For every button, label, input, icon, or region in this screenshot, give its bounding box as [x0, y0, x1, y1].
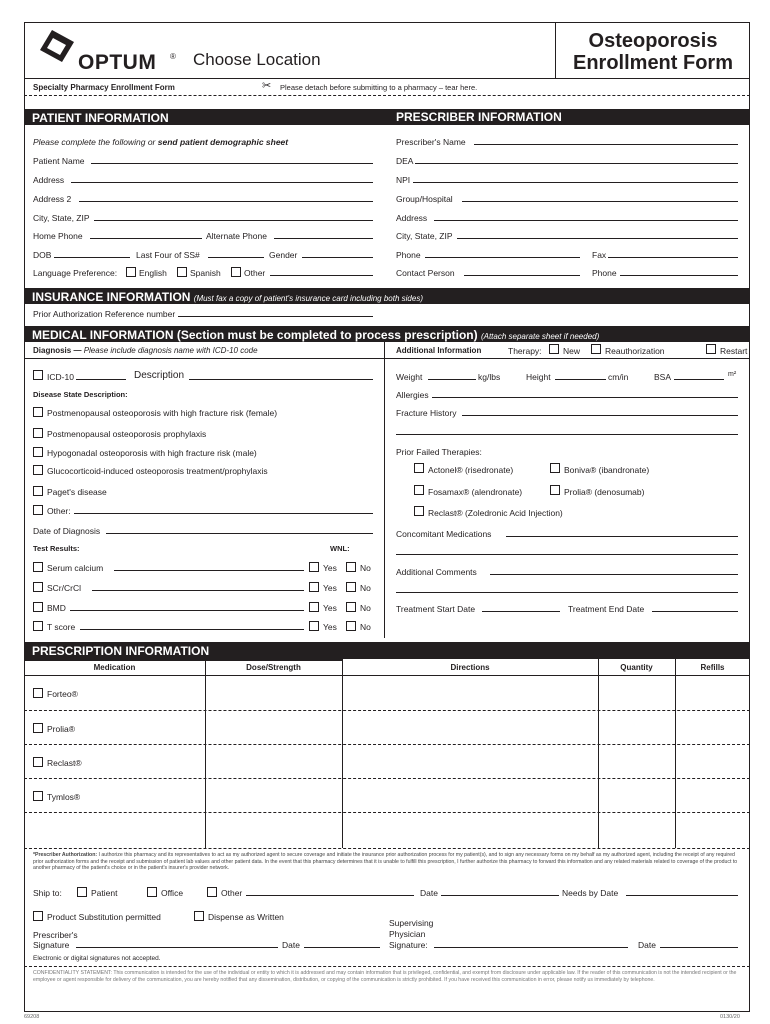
- height-label: Height: [526, 372, 551, 382]
- authorization-text: [33, 852, 741, 872]
- medical-section-bar: [24, 326, 750, 342]
- electronic-note: Electronic or digital signatures not accepted.: [33, 955, 161, 962]
- date-of-diagnosis-label: Date of Diagnosis: [33, 526, 101, 536]
- group-field[interactable]: [462, 201, 738, 202]
- test-yes-label-1: Yes: [323, 583, 337, 593]
- test-yes-checkbox-0[interactable]: [309, 562, 319, 572]
- column-quantity: Quantity: [620, 663, 653, 672]
- diagnosis-note: Please include diagnosis name with ICD-10 code: [83, 346, 258, 355]
- contact-phone-field[interactable]: [620, 275, 738, 276]
- test-checkbox-2[interactable]: [33, 602, 43, 612]
- subtitle: Specialty Pharmacy Enrollment Form: [33, 83, 175, 92]
- ship-other-checkbox[interactable]: [207, 887, 217, 897]
- cm-in-label: cm/in: [608, 372, 629, 382]
- dea-field[interactable]: [415, 163, 738, 164]
- test-no-label-3: No: [360, 622, 371, 632]
- prolia-checkbox[interactable]: [550, 485, 560, 495]
- spanish-checkbox[interactable]: [177, 267, 187, 277]
- detach-note: Please detach before submitting to a pharmacy – tear here.: [280, 83, 478, 92]
- med-checkbox-0[interactable]: [33, 688, 43, 698]
- test-label-0: Serum calcium: [47, 563, 104, 573]
- prior-auth-field[interactable]: [178, 316, 373, 317]
- ship-other-field[interactable]: [246, 895, 414, 896]
- contact-field[interactable]: [464, 275, 580, 276]
- test-yes-checkbox-3[interactable]: [309, 621, 319, 631]
- supervising-label-2: Physician: [389, 929, 426, 939]
- test-results-label: Test Results:: [33, 544, 80, 553]
- med-row-rule-3: [24, 812, 750, 813]
- med-row-rule-4: [24, 848, 750, 849]
- test-checkbox-1[interactable]: [33, 582, 43, 592]
- supervising-label-1: Supervising: [389, 918, 434, 928]
- column-directions: Directions: [450, 663, 490, 672]
- condition-checkbox-2[interactable]: [33, 447, 43, 457]
- address2-label: Address 2: [33, 194, 72, 204]
- prior-auth-label: Prior Authorization Reference number: [33, 309, 176, 319]
- patient-name-field[interactable]: [91, 163, 373, 164]
- alt-phone-label: Alternate Phone: [206, 231, 267, 241]
- therapy-new-checkbox[interactable]: [549, 344, 559, 354]
- diagnosis-label: [33, 346, 258, 356]
- med-label-1: Prolia®: [47, 724, 75, 734]
- prescription-section-bar: [24, 642, 750, 658]
- actonel-checkbox[interactable]: [414, 463, 424, 473]
- medical-divider: [384, 342, 385, 638]
- ship-office-checkbox[interactable]: [147, 887, 157, 897]
- other-language-label: Other: [244, 268, 266, 278]
- icd10-field[interactable]: [76, 379, 126, 380]
- tear-line: [24, 95, 750, 96]
- weight-field[interactable]: [428, 379, 476, 380]
- treatment-end-field[interactable]: [652, 611, 738, 612]
- header-rule: [24, 78, 750, 79]
- test-yes-checkbox-2[interactable]: [309, 602, 319, 612]
- column-medication: Medication: [93, 663, 136, 672]
- bsa-label: BSA: [654, 372, 672, 382]
- test-field-0[interactable]: [114, 570, 304, 571]
- form-title-line-2: Enrollment Form: [572, 52, 733, 74]
- prescriber-name-label: Prescriber's Name: [396, 137, 466, 147]
- medical-note: (Attach separate sheet if needed): [480, 332, 600, 341]
- prescriber-address-field[interactable]: [434, 220, 738, 221]
- med-checkbox-2[interactable]: [33, 757, 43, 767]
- wnl-label: WNL:: [330, 544, 350, 553]
- contact-phone-label: Phone: [592, 268, 617, 278]
- med-label-0: Forteo®: [47, 689, 78, 699]
- concomitant-field[interactable]: [506, 536, 738, 537]
- reclast-checkbox[interactable]: [414, 506, 424, 516]
- therapy-label: Therapy:: [508, 346, 542, 356]
- height-field[interactable]: [555, 379, 606, 380]
- prescription-col-3: [598, 658, 599, 848]
- prescriber-sig-label-1: Prescriber's: [33, 930, 78, 940]
- supervising-date-field[interactable]: [660, 947, 738, 948]
- column-dose: Dose/Strength: [246, 663, 301, 672]
- substitution-label: Product Substitution permitted: [47, 912, 161, 922]
- treatment-start-label: Treatment Start Date: [396, 604, 476, 614]
- test-no-checkbox-2[interactable]: [346, 602, 356, 612]
- city-label: City, State, ZIP: [33, 213, 90, 223]
- authorization-body: I authorize this pharmacy and its representatives to act as my authorized agent to secure coverage and initiate the insurance prior authorization process for my patient(s), and to sign any necessary forms on my behalf as my authorized agent, including the receipt of any required prior authorization forms and the receipt and submission of patient lab values and other patient data. In the event that this pharmacy determines that it is unable to fulfill this prescription, I further authorize this pharmacy to forward this information and any related materials related to coverage of the product to another pharmacy of the patient's choice or in the patient's insurer's provider network.: [33, 852, 738, 871]
- condition-checkbox-1[interactable]: [33, 428, 43, 438]
- treatment-end-label: Treatment End Date: [568, 604, 645, 614]
- dea-label: DEA: [396, 156, 414, 166]
- prescription-section-title: PRESCRIPTION INFORMATION: [32, 644, 210, 658]
- address2-field[interactable]: [79, 201, 373, 202]
- other-condition-field[interactable]: [74, 513, 373, 514]
- insurance-section-bar: [24, 288, 750, 304]
- patient-section-title: PATIENT INFORMATION: [32, 111, 169, 125]
- test-label-1: SCr/CrCl: [47, 583, 81, 593]
- med-label-2: Reclast®: [47, 758, 82, 768]
- actonel-label: Actonel® (risedronate): [428, 465, 514, 475]
- reclast-label: Reclast® (Zoledronic Acid Injection): [428, 508, 563, 518]
- confidentiality-statement: CONFIDENTIALITY STATEMENT: This communication is intended for the use of the individual or entity to which it is addressed and may contain information that is privileged, confidential, and exempt from disclosure under applicable law. If the reader of this communication is not the intended recipient or the employee or agent responsible for delivery of the communication, you are hereby notified that any dissemination, distribution, or copying of the communication is strictly prohibited. If you have received this communication in error, please notify us immediately by telephone.: [33, 970, 737, 983]
- fosamax-label: Fosamax® (alendronate): [428, 487, 523, 497]
- ship-office-label: Office: [161, 888, 184, 898]
- therapy-reauth-label: Reauthorization: [605, 346, 665, 356]
- condition-label-5: Other:: [47, 506, 71, 516]
- footer-code-left: 69208: [24, 1014, 40, 1020]
- treatment-start-field[interactable]: [482, 611, 560, 612]
- kg-lbs-label: kg/lbs: [478, 372, 501, 382]
- date-of-diagnosis-field[interactable]: [106, 533, 373, 534]
- fax-label: Fax: [592, 250, 607, 260]
- fax-field[interactable]: [608, 257, 738, 258]
- additional-comments-label: Additional Comments: [396, 567, 477, 577]
- description-label: Description: [134, 370, 185, 381]
- contact-label: Contact Person: [396, 268, 455, 278]
- prescriber-name-field[interactable]: [474, 144, 738, 145]
- diagnosis-rule: [24, 358, 750, 359]
- m2-label: m²: [728, 371, 737, 378]
- test-no-checkbox-3[interactable]: [346, 621, 356, 631]
- prolia-label: Prolia® (denosumab): [564, 487, 645, 497]
- condition-label-4: Paget's disease: [47, 487, 107, 497]
- prescription-col-1: [205, 658, 206, 848]
- patient-demographic-link[interactable]: send patient demographic sheet: [157, 137, 289, 147]
- prescriber-date-field[interactable]: [304, 947, 380, 948]
- test-yes-label-3: Yes: [323, 622, 337, 632]
- bsa-field[interactable]: [674, 379, 724, 380]
- test-no-label-2: No: [360, 603, 371, 613]
- english-checkbox[interactable]: [126, 267, 136, 277]
- address-label: Address: [33, 175, 65, 185]
- condition-checkbox-5[interactable]: [33, 505, 43, 515]
- patient-section-bar: [24, 109, 750, 125]
- prescriber-sig-label-2: Signature: [33, 940, 70, 950]
- spanish-label: Spanish: [190, 268, 221, 278]
- icd10-checkbox[interactable]: [33, 370, 43, 380]
- substitution-checkbox[interactable]: [33, 911, 43, 921]
- ship-other-label: Other: [221, 888, 243, 898]
- insurance-section-title: INSURANCE INFORMATION (Must fax a copy of patient's insurance card including both sides): [32, 290, 423, 304]
- prescriber-phone-label: Phone: [396, 250, 421, 260]
- condition-checkbox-0[interactable]: [33, 407, 43, 417]
- description-field[interactable]: [189, 379, 373, 380]
- fracture-history-field-2[interactable]: [396, 434, 738, 435]
- dispense-label: Dispense as Written: [208, 912, 284, 922]
- condition-label-2: Hypogonadal osteoporosis with high fracture risk (male): [47, 448, 257, 458]
- patient-name-label: Patient Name: [33, 156, 85, 166]
- test-checkbox-3[interactable]: [33, 621, 43, 631]
- prescriber-sig-field[interactable]: [76, 947, 278, 948]
- prescription-header-rule: [24, 675, 750, 676]
- patient-intro: [33, 137, 288, 147]
- other-language-field[interactable]: [270, 275, 373, 276]
- prescriber-section-title: PRESCRIBER INFORMATION: [396, 110, 562, 124]
- supervising-sig-field[interactable]: [434, 947, 628, 948]
- ship-patient-checkbox[interactable]: [77, 887, 87, 897]
- med-checkbox-1[interactable]: [33, 723, 43, 733]
- test-label-3: T score: [47, 622, 76, 632]
- additional-info-label: Additional Information: [396, 346, 482, 355]
- condition-checkbox-3[interactable]: [33, 465, 43, 475]
- test-field-1[interactable]: [92, 590, 304, 591]
- disease-state-label: Disease State Description:: [33, 390, 128, 399]
- prescription-col-4: [675, 658, 676, 848]
- dob-field[interactable]: [54, 257, 130, 258]
- brand-reg: ®: [170, 52, 176, 61]
- npi-label: NPI: [396, 175, 411, 185]
- prescriber-phone-field[interactable]: [425, 257, 580, 258]
- boniva-checkbox[interactable]: [550, 463, 560, 473]
- med-label-3: Tymlos®: [47, 792, 81, 802]
- test-yes-label-2: Yes: [323, 603, 337, 613]
- prior-failed-label: Prior Failed Therapies:: [396, 447, 482, 457]
- test-field-3[interactable]: [80, 629, 304, 630]
- ssn-field[interactable]: [208, 257, 264, 258]
- other-language-checkbox[interactable]: [231, 267, 241, 277]
- concomitant-field-2[interactable]: [396, 554, 738, 555]
- prescriber-address-label: Address: [396, 213, 428, 223]
- test-no-label-0: No: [360, 563, 371, 573]
- ship-date-field[interactable]: [441, 895, 559, 896]
- concomitant-label: Concomitant Medications: [396, 529, 492, 539]
- english-label: English: [139, 268, 167, 278]
- npi-field[interactable]: [413, 182, 738, 183]
- med-row-rule-1: [24, 744, 750, 745]
- test-checkbox-0[interactable]: [33, 562, 43, 572]
- weight-label: Weight: [396, 372, 423, 382]
- supervising-label-3: Signature:: [389, 940, 428, 950]
- therapy-reauth-checkbox[interactable]: [591, 344, 601, 354]
- test-yes-label-0: Yes: [323, 563, 337, 573]
- test-field-2[interactable]: [70, 610, 304, 611]
- footer-rule: [24, 966, 750, 967]
- address-field[interactable]: [71, 182, 373, 183]
- city-field[interactable]: [94, 220, 373, 221]
- scissors-icon: ✂: [262, 80, 272, 92]
- prescriber-city-field[interactable]: [457, 238, 738, 239]
- column-refills: Refills: [700, 663, 725, 672]
- home-phone-label: Home Phone: [33, 231, 83, 241]
- patient-intro-text: Please complete the following or: [33, 137, 158, 147]
- test-yes-checkbox-1[interactable]: [309, 582, 319, 592]
- prescription-header-top: [342, 658, 750, 659]
- needs-by-field[interactable]: [626, 895, 738, 896]
- allergies-label: Allergies: [396, 390, 429, 400]
- language-label: Language Preference:: [33, 268, 118, 278]
- insurance-note: (Must fax a copy of patient's insurance card including both sides): [193, 294, 423, 303]
- prescription-bar-tail: [24, 658, 342, 661]
- condition-label-3: Glucocorticoid-induced osteoporosis treatment/prophylaxis: [47, 466, 268, 476]
- therapy-new-label: New: [563, 346, 581, 356]
- condition-checkbox-4[interactable]: [33, 486, 43, 496]
- diagnosis-label-text: Diagnosis —: [33, 346, 84, 355]
- supervising-date-label: Date: [638, 940, 656, 950]
- additional-comments-field-2[interactable]: [396, 592, 738, 593]
- brand-name: OPTUM: [78, 51, 157, 74]
- footer-code-right: 0130/20: [720, 1014, 740, 1020]
- needs-by-label: Needs by Date: [562, 888, 619, 898]
- ship-to-label: Ship to:: [33, 888, 62, 898]
- prescriber-city-label: City, State, ZIP: [396, 231, 453, 241]
- allergies-field[interactable]: [432, 397, 738, 398]
- group-label: Group/Hospital: [396, 194, 453, 204]
- fosamax-checkbox[interactable]: [414, 485, 424, 495]
- med-checkbox-3[interactable]: [33, 791, 43, 801]
- prescriber-date-label: Date: [282, 940, 300, 950]
- boniva-label: Boniva® (ibandronate): [564, 465, 650, 475]
- therapy-restart-checkbox[interactable]: [706, 344, 716, 354]
- optum-logo-icon: [36, 28, 78, 64]
- test-no-checkbox-1[interactable]: [346, 582, 356, 592]
- dispense-checkbox[interactable]: [194, 911, 204, 921]
- ssn-label: Last Four of SS#: [136, 250, 200, 260]
- gender-field[interactable]: [302, 257, 373, 258]
- prescription-col-2: [342, 658, 343, 848]
- alt-phone-field[interactable]: [274, 238, 373, 239]
- ship-patient-label: Patient: [91, 888, 118, 898]
- home-phone-field[interactable]: [90, 238, 202, 239]
- test-label-2: BMD: [47, 603, 66, 613]
- form-title: [556, 30, 750, 74]
- authorization-bold: *Prescriber Authorization:: [33, 852, 98, 858]
- gender-label: Gender: [269, 250, 298, 260]
- additional-comments-field[interactable]: [490, 574, 738, 575]
- enrollment-form: [24, 22, 750, 1012]
- medical-section-title: MEDICAL INFORMATION (Section must be completed to process prescription) (Attach separate sheet if needed): [32, 328, 600, 342]
- choose-location[interactable]: Choose Location: [193, 50, 321, 69]
- icd10-label: ICD-10: [47, 372, 74, 382]
- form-title-line-1: Osteoporosis: [588, 30, 718, 52]
- fracture-history-field[interactable]: [462, 415, 738, 416]
- fracture-history-label: Fracture History: [396, 408, 457, 418]
- med-row-rule-2: [24, 778, 750, 779]
- dob-label: DOB: [33, 250, 52, 260]
- condition-label-1: Postmenopausal osteoporosis prophylaxis: [47, 429, 207, 439]
- therapy-restart-label: Restart: [720, 346, 748, 356]
- test-no-checkbox-0[interactable]: [346, 562, 356, 572]
- med-row-rule-0: [24, 710, 750, 711]
- ship-date-label: Date: [420, 888, 438, 898]
- test-no-label-1: No: [360, 583, 371, 593]
- condition-label-0: Postmenopausal osteoporosis with high fracture risk (female): [47, 408, 278, 418]
